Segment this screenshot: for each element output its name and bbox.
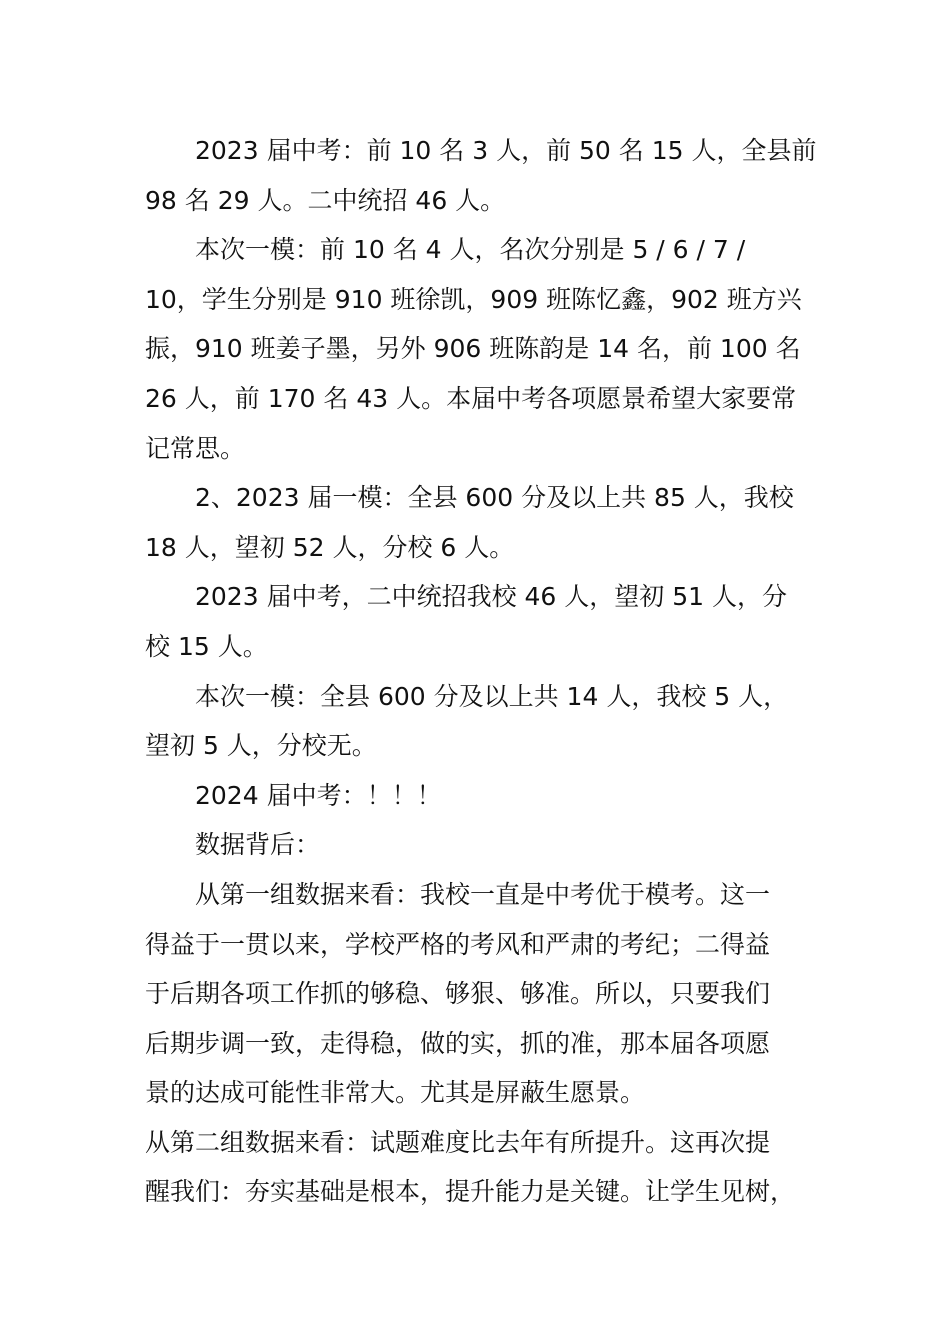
text-line: 从第二组数据来看：试题难度比去年有所提升。这再次提 [145,1127,771,1157]
text-line: 18 人，望初 52 人，分校 6 人。 [145,532,515,562]
paragraph-2024-exam [145,771,807,821]
text-line: 记常思。 [145,433,246,463]
text-line: 2024 届中考：！！！ [195,780,442,810]
paragraph-2023-exam-admissions [145,572,807,671]
text-line: 10，学生分别是 910 班徐凯，909 班陈忆鑫，902 班方兴 [145,284,802,314]
document-body [145,126,817,1217]
paragraph-2023-exam-results [145,126,817,225]
paragraph-2023-mock-600-scores [145,473,807,572]
text-line: 2、2023 届一模：全县 600 分及以上共 85 人，我校 [195,483,794,513]
text-line: 后期步调一致，走得稳，做的实，抓的准，那本届各项愿 [145,1028,771,1058]
text-line: 景的达成可能性非常大。尤其是屏蔽生愿景。 [145,1078,646,1108]
text-line: 26 人，前 170 名 43 人。本届中考各项愿景希望大家要常 [145,383,797,413]
text-line: 本次一模：全县 600 分及以上共 14 人，我校 5 人， [195,681,789,711]
text-line: 2023 届中考，二中统招我校 46 人，望初 51 人，分 [195,582,787,612]
text-line: 于后期各项工作抓的够稳、够狠、够准。所以，只要我们 [145,979,771,1009]
text-line: 2023 届中考：前 10 名 3 人，前 50 名 15 人，全县前 [195,136,817,165]
text-line: 醒我们：夯实基础是根本，提升能力是关键。让学生见树， [145,1177,796,1207]
paragraph-first-group-analysis [145,870,807,1118]
text-line: 数据背后： [195,830,321,860]
paragraph-current-mock-600-scores [145,672,807,771]
text-line: 98 名 29 人。二中统招 46 人。 [145,185,506,215]
paragraph-mock-exam-top-ranks [145,225,807,473]
text-line: 得益于一贯以来，学校严格的考风和严肃的考纪；二得益 [145,929,771,959]
text-line: 从第一组数据来看：我校一直是中考优于模考。这一 [195,879,771,909]
text-line: 振，910 班姜子墨，另外 906 班陈韵是 14 名，前 100 名 [145,334,801,364]
text-line: 望初 5 人，分校无。 [145,731,377,761]
text-line: 本次一模：前 10 名 4 人，名次分别是 5 / 6 / 7 / [195,235,746,265]
text-line: 校 15 人。 [145,631,268,661]
paragraph-second-group-analysis [145,1118,807,1217]
paragraph-behind-data-heading [145,820,807,870]
